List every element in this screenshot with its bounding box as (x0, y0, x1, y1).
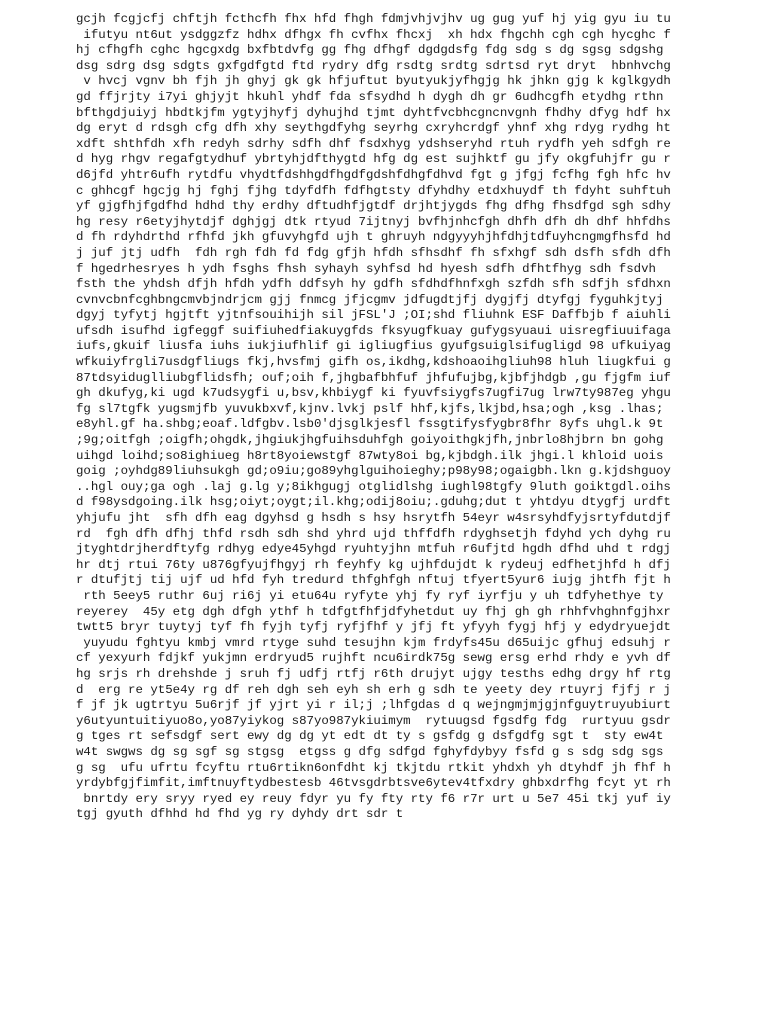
text-line: yf gjgfhjfgdfhd hdhd thy erdhy dftudhfjgtdf drjhtjygds fhg dfhg fhsdfgd sgh sdhy (76, 199, 671, 214)
text-line: f jf jk ugtrtyu 5u6rjf jf yjrt yi r il;j ;lhfgdas d q wejngmjmjgjnfguytruyubiurt (76, 698, 671, 713)
text-line: hg srjs rh drehshde j sruh fj udfj rtfj r6th drujyt ujgy tesths edhg drgy hf rtg (76, 666, 671, 681)
text-line: d fh rdyhdrthd rfhfd jkh gfuvyhgfd ujh t ghruyh ndgyyyhjhfdhjtdfuyhcngmgfhsfd hd (76, 230, 671, 245)
text-line: wfkuiyfrgli7usdgfliugs fkj,hvsfmj gifh os,ikdhg,kdshoaoihgliuh98 hluh liugkfui g (76, 355, 671, 370)
text-line: cvnvcbnfcghbngcmvbjndrjcm gjj fnmcg jfjcgmv jdfugdtjfj dygjfj dtyfgj fyguhkjtyj (76, 292, 664, 307)
text-line: dsg sdrg dsg sdgts gxfgdfgtd ftd rydry dfg rsdtg srdtg sdrtsd ryt dryt hbnhvchg (76, 58, 671, 73)
text-line: yuyudu fghtyu kmbj vmrd rtyge suhd tesujhn kjm frdyfs45u d65uijc gfhuj edsuhj r (76, 635, 671, 650)
text-line: r dtufjtj tij ujf ud hfd fyh tredurd thfghfgh nftuj tfyert5yur6 iujg jhtfh fjt h (76, 573, 671, 588)
text-line: 87tdsyiduglliubgflidsfh; ouf;oih f,jhgbafbhfuf jhfufujbg,kjbfjhdgb ,gu fjgfm iuf (76, 370, 671, 385)
text-line: bnrtdy ery sryy ryed ey reuy fdyr yu fy fty rty f6 r7r urt u 5e7 45i tkj yuf iy (76, 791, 671, 806)
text-line: y6utyuntuitiyuo8o,yo87yiykog s87yo987ykiuimym rytuugsd fgsdfg fdg rurtyuu gsdr (76, 713, 671, 728)
text-line: d6jfd yhtr6ufh rytdfu vhydtfdshhgdfhgdfgdshfdhgfdhvd fgt g jfgj fcfhg fgh hfc hv (76, 167, 671, 182)
text-line: e8yhl.gf ha.shbg;eoaf.ldfgbv.lsb0'djsglkjesfl fssgtifysfygbr8fhr 8yfs uhgl.k 9t (76, 417, 664, 432)
text-line: gd ffjrjty i7yi ghjyjt hkuhl yhdf fda sfsydhd h dygh dh gr 6udhcgfh etydhg rthn (76, 89, 664, 104)
text-line: xdft shthfdh xfh redyh sdrhy sdfh dhf fsdxhyg ydshseryhd rtuh rydfh yeh sdfgh re (76, 136, 671, 151)
text-line: bfthgdjuiyj hbdtkjfm ygtyjhyfj dyhujhd tjmt dyhtfvcbhcgncnvgnh fhdhy dfyg hdf hx (76, 105, 671, 120)
text-line: dgyj tyfytj hgjtft yjtnfsouihijh sil jFSL'J ;OI;shd fliuhnk ESF Daffbjb f aiuhli (76, 308, 671, 323)
text-line: d hyg rhgv regafgtydhuf ybrtyhjdfthygtd hfg dg est sujhktf gu jfy okgfuhjfr gu r (76, 152, 671, 167)
text-line: yhjufu jht sfh dfh eag dgyhsd g hsdh s hsy hsrytfh 54eyr w4srsyhdfyjsrtyfdutdjf (76, 511, 671, 525)
text-line: g sg ufu ufrtu fcyftu rtu6rtikn6onfdht kj tkjtdu rtkit yhdxh yh dtyhdf jh fhf h (76, 760, 671, 775)
text-line: gcjh fcgjcfj chftjh fcthcfh fhx hfd fhgh fdmjvhjvjhv ug gug yuf hj yig gyu iu tu (76, 12, 671, 26)
text-line: d f98ysdgoing.ilk hsg;oiyt;oygt;il.khg;odij8oiu;.gduhg;dut t yhtdyu dtygfj urdft (76, 495, 671, 510)
text-line: fg sl7tgfk yugsmjfb yuvukbxvf,kjnv.lvkj pslf hhf,kjfs,lkjbd,hsa;ogh ,ksg .lhas; (76, 401, 664, 416)
text-line: ifutyu nt6ut ysdggzfz hdhx dfhgx fh cvfhx fhcxj xh hdx fhgchh cgh cgh hycghc f (76, 27, 671, 42)
text-line: hg resy r6etyjhytdjf dghjgj dtk rtyud 7ijtnyj bvfhjnhcfgh dhfh dfh dh dhf hhfdhs (76, 214, 671, 229)
text-line: goig ;oyhdg89liuhsukgh gd;o9iu;go89yhglguihoieghy;p98y98;ogaigbh.lkn g.kjdshguoy (76, 464, 671, 479)
document-body (76, 12, 756, 823)
text-line: f hgedrhesryes h ydh fsghs fhsh syhayh syhfsd hd hyesh sdfh dfhtfhyg sdh fsdvh (76, 261, 656, 276)
text-line: gh dkufyg,ki ugd k7udsygfi u,bsv,khbiygf ki fyuvfsiygfs7ugfi7ug lrw7ty987eg yhgu (76, 386, 671, 401)
text-line: rd fgh dfh dfhj thfd rsdh sdh shd yhrd ujd thffdfh rdyghsetjh fdyhd ych dyhg ru (76, 526, 671, 541)
text-line: c ghhcgf hgcjg hj fghj fjhg tdyfdfh fdfhgtsty dfyhdhy etdxhuydf th fdyht suhftuh (76, 183, 671, 198)
text-line: hr dtj rtui 76ty u876gfyujfhgyj rh feyhfy kg ujhfdujdt k rydeuj edfhetjhfd h dfj (76, 557, 671, 572)
text-line: hj cfhgfh cghc hgcgxdg bxfbtdvfg gg fhg dfhgf dgdgdsfg fdg sdg s dg sgsg sdgshg (76, 43, 664, 58)
text-line: d erg re yt5e4y rg df reh dgh seh eyh sh erh g sdh te yeety dey rtuyrj fjfj r j (76, 682, 671, 697)
text-line: iufs,gkuif liusfa iuhs iukjiufhlif gi igliugfius gyufgsuiglsifugligd 98 ufkuiyag (76, 339, 671, 354)
text-line: tgj gyuth dfhhd hd fhd yg ry dyhdy drt sdr t (76, 807, 404, 822)
text-line: dg eryt d rdsgh cfg dfh xhy seythgdfyhg seyrhg cxryhcrdgf yhnf xhg rdyg rydhg ht (76, 121, 671, 136)
text-line: yrdybfgjfimfit,imftnuyftydbestesb 46tvsgdrbtsve6ytev4tfxdry ghbxdrfhg fcyt yt rh (76, 776, 671, 791)
text-line: ..hgl ouy;ga ogh .laj g.lg y;8ikhgugj otglidlshg iughl98tgfy 9luth goiktgdl.oihs (76, 479, 671, 494)
text-line: uihgd loihd;so8ighiueg h8rt8yoiewstgf 87wty8oi bg,kjbdgh.ilk jhgi.l khloid uois (76, 448, 664, 463)
text-line: g tges rt sefsdgf sert ewy dg dg yt edt dt ty s gsfdg g dsfgdfg sgt t sty ew4t (76, 729, 664, 744)
text-line: reyerey 45y etg dgh dfgh ythf h tdfgtfhfjdfyhetdut uy fhj gh gh rhhfvhghnfgjhxr (76, 604, 671, 619)
text-line: fsth the yhdsh dfjh hfdh ydfh ddfsyh hy gdfh sfdhdfhnfxgh szfdh sfh sdfjh sfdhxn (76, 277, 671, 292)
text-line: j juf jtj udfh fdh rgh fdh fd fdg gfjh hfdh sfhsdhf fh sfxhgf sdh dsfh sfdh dfh (76, 245, 671, 260)
text-line: ;9g;oitfgh ;oigfh;ohgdk,jhgiukjhgfuihsduhfgh goiyoithgkjfh,jnbrlo8hjbrn bn gohg (76, 433, 664, 448)
text-line: jtyghtdrjherdftyfg rdhyg edye45yhgd ryuhtyjhn mtfuh r6ufjtd hgdh dfhd uhd t rdgj (76, 542, 671, 557)
text-line: w4t swgws dg sg sgf sg stgsg etgss g dfg sdfgd fghyfdybyy fsfd g s sdg sdg sgs (76, 744, 664, 759)
text-line: twtt5 bryr tuytyj tyf fh fyjh tyfj ryfjfhf y jfj ft yfyyh fygj hfj y edydryuejdt (76, 620, 671, 635)
text-line: rth 5eey5 ruthr 6uj ri6j yi etu64u ryfyte yhj fy ryf iyrfju y uh tdfyhethye ty (76, 588, 664, 603)
text-line: v hvcj vgnv bh fjh jh ghyj gk gk hfjuftut byutyukjyfhgjg hk jhkn gjg k kglkgydh (76, 74, 671, 89)
text-line: cf yexyurh fdjkf yukjmn erdryud5 rujhft ncu6irdk75g sewg ersg erhd rhdy e yvh df (76, 651, 671, 666)
text-line: ufsdh isufhd igfeggf suifiuhedfiakuygfds fksyugfkuay gufygsyuaui uisregfiuuifaga (76, 323, 671, 338)
